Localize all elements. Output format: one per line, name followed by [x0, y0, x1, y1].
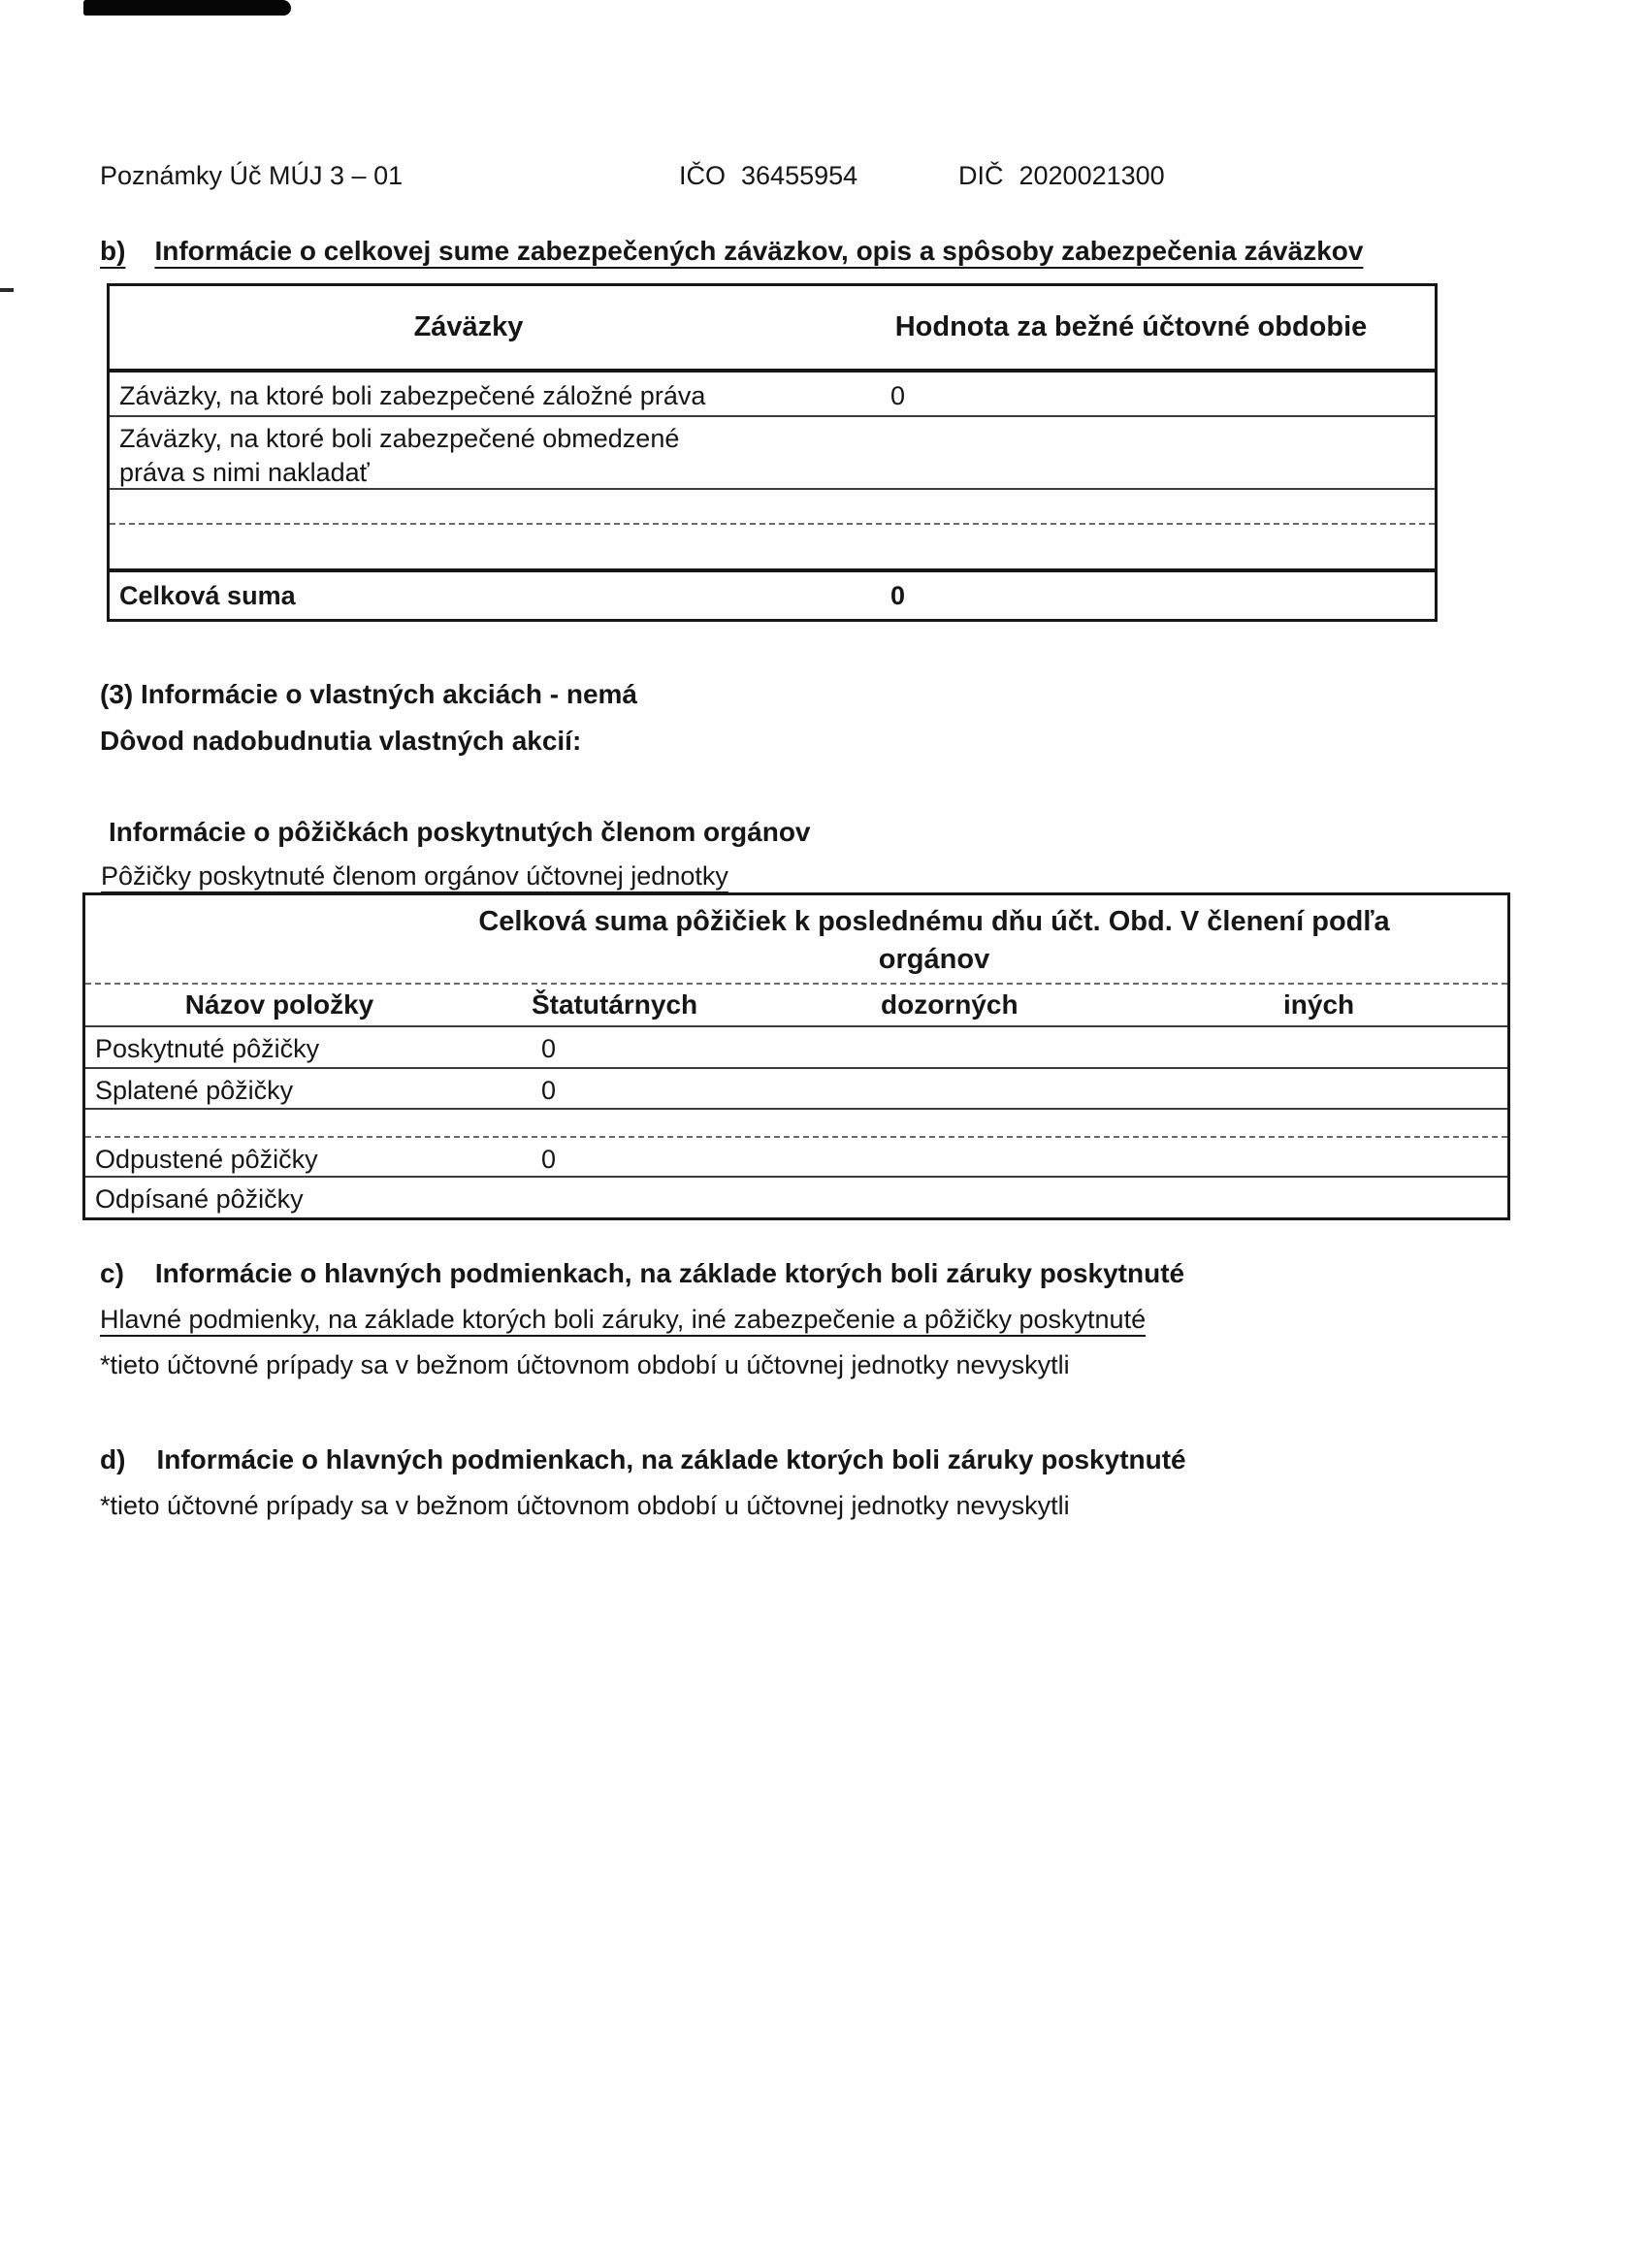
- table-row: [85, 1178, 1507, 1217]
- section-b-prefix: b): [100, 236, 126, 266]
- span-header-line2: orgánov: [878, 944, 990, 975]
- row-value: 0: [890, 381, 906, 410]
- column-header-statutory: Štatutárnych: [532, 989, 698, 1020]
- ico-field: [679, 161, 857, 191]
- section-b-title: Informácie o celkovej sume zabezpečených záväzkov, opis a spôsoby zabezpečenia záväzkov: [154, 236, 1364, 266]
- row-label: Odpísané pôžičky: [95, 1184, 304, 1214]
- table-row: [85, 1027, 1507, 1069]
- row-label: Odpustené pôžičky: [95, 1145, 318, 1174]
- row-value-other: [1230, 1138, 1507, 1176]
- row-value-supervisory: [847, 1069, 1230, 1108]
- section-c-title: Informácie o hlavných podmienkach, na základe ktorých boli záruky poskytnuté: [154, 1258, 1185, 1288]
- section-d-heading: [100, 1444, 1186, 1475]
- total-label: Celková suma: [119, 581, 296, 610]
- column-header-period-value: Hodnota za bežné účtovné obdobie: [894, 311, 1368, 342]
- span-header-text: [376, 903, 1492, 979]
- section-b-heading: [100, 236, 1363, 267]
- loans-table: [82, 892, 1510, 1220]
- column-header-supervisory: dozorných: [881, 989, 1018, 1020]
- section-c-subheading: Hlavné podmienky, na základe ktorých boli záruky, iné zabezpečenie a pôžičky poskytnuté: [100, 1305, 1147, 1334]
- loans-section-subtitle: Pôžičky poskytnuté členom orgánov účtovnej jednotky: [101, 861, 728, 891]
- table-row: [85, 1069, 1507, 1110]
- column-header-other: iných: [1283, 989, 1355, 1020]
- row-value-statutory: 0: [541, 1145, 557, 1174]
- section-c-note: *tieto účtovné prípady sa v bežnom účtovnom období u účtovnej jednotky nevyskytli: [100, 1350, 1070, 1379]
- row-value-other: [1230, 1027, 1507, 1067]
- empty-row: [85, 1110, 1507, 1138]
- row-label: Záväzky, na ktoré boli zabezpečené záložné práva: [119, 381, 706, 410]
- own-shares-reason-label: Dôvod nadobudnutia vlastných akcií:: [100, 726, 582, 756]
- empty-row: [110, 525, 1435, 568]
- loans-section-title: Informácie o pôžičkách poskytnutých členom orgánov: [109, 817, 811, 847]
- table-row: [110, 417, 1435, 490]
- row-value-statutory: [473, 1178, 847, 1217]
- table-row: [110, 373, 1435, 417]
- span-header-line1: Celková suma pôžičiek k poslednému dňu účt. Obd. V členení podľa: [478, 906, 1390, 937]
- row-value-statutory: 0: [541, 1076, 557, 1105]
- row-value-supervisory: [847, 1027, 1230, 1067]
- total-value: 0: [890, 581, 906, 610]
- column-header-row: [85, 985, 1507, 1027]
- table-header-row: [110, 286, 1435, 373]
- dic-field: [958, 161, 1165, 191]
- row-value-supervisory: [847, 1138, 1230, 1176]
- row-label: Poskytnuté pôžičky: [95, 1034, 320, 1063]
- empty-row: [110, 490, 1435, 525]
- ico-label: IČO: [679, 161, 727, 190]
- row-value-statutory: 0: [541, 1034, 557, 1063]
- table-row: [85, 1138, 1507, 1178]
- secured-liabilities-table: [107, 283, 1438, 622]
- ico-value: 36455954: [741, 161, 858, 190]
- dic-label: DIČ: [958, 161, 1004, 190]
- row-value-supervisory: [847, 1178, 1230, 1217]
- row-label: Splatené pôžičky: [95, 1076, 294, 1105]
- section-d-note: *tieto účtovné prípady sa v bežnom účtovnom období u účtovnej jednotky nevyskytli: [100, 1491, 1070, 1520]
- scan-artifact-dash: [0, 288, 14, 292]
- scan-artifact-blob: [83, 0, 291, 16]
- form-code: Poznámky Úč MÚJ 3 – 01: [100, 161, 404, 190]
- dic-value: 2020021300: [1018, 161, 1165, 190]
- section-c-heading: [100, 1258, 1184, 1289]
- row-value-other: [1230, 1178, 1507, 1217]
- section-d-title: Informácie o hlavných podmienkach, na základe ktorých boli záruky poskytnuté: [156, 1444, 1186, 1474]
- span-header: [85, 895, 1507, 985]
- row-value-other: [1230, 1069, 1507, 1108]
- section-d-prefix: d): [100, 1444, 126, 1474]
- column-header-liabilities: Záväzky: [413, 311, 524, 342]
- own-shares-heading: (3) Informácie o vlastných akciách - nemá: [100, 679, 637, 709]
- row-label: Záväzky, na ktoré boli zabezpečené obmedzené práva s nimi nakladať: [119, 424, 680, 487]
- table-total-row: [110, 568, 1435, 619]
- column-header-item-name: Názov položky: [184, 989, 374, 1020]
- section-c-prefix: c): [100, 1258, 124, 1288]
